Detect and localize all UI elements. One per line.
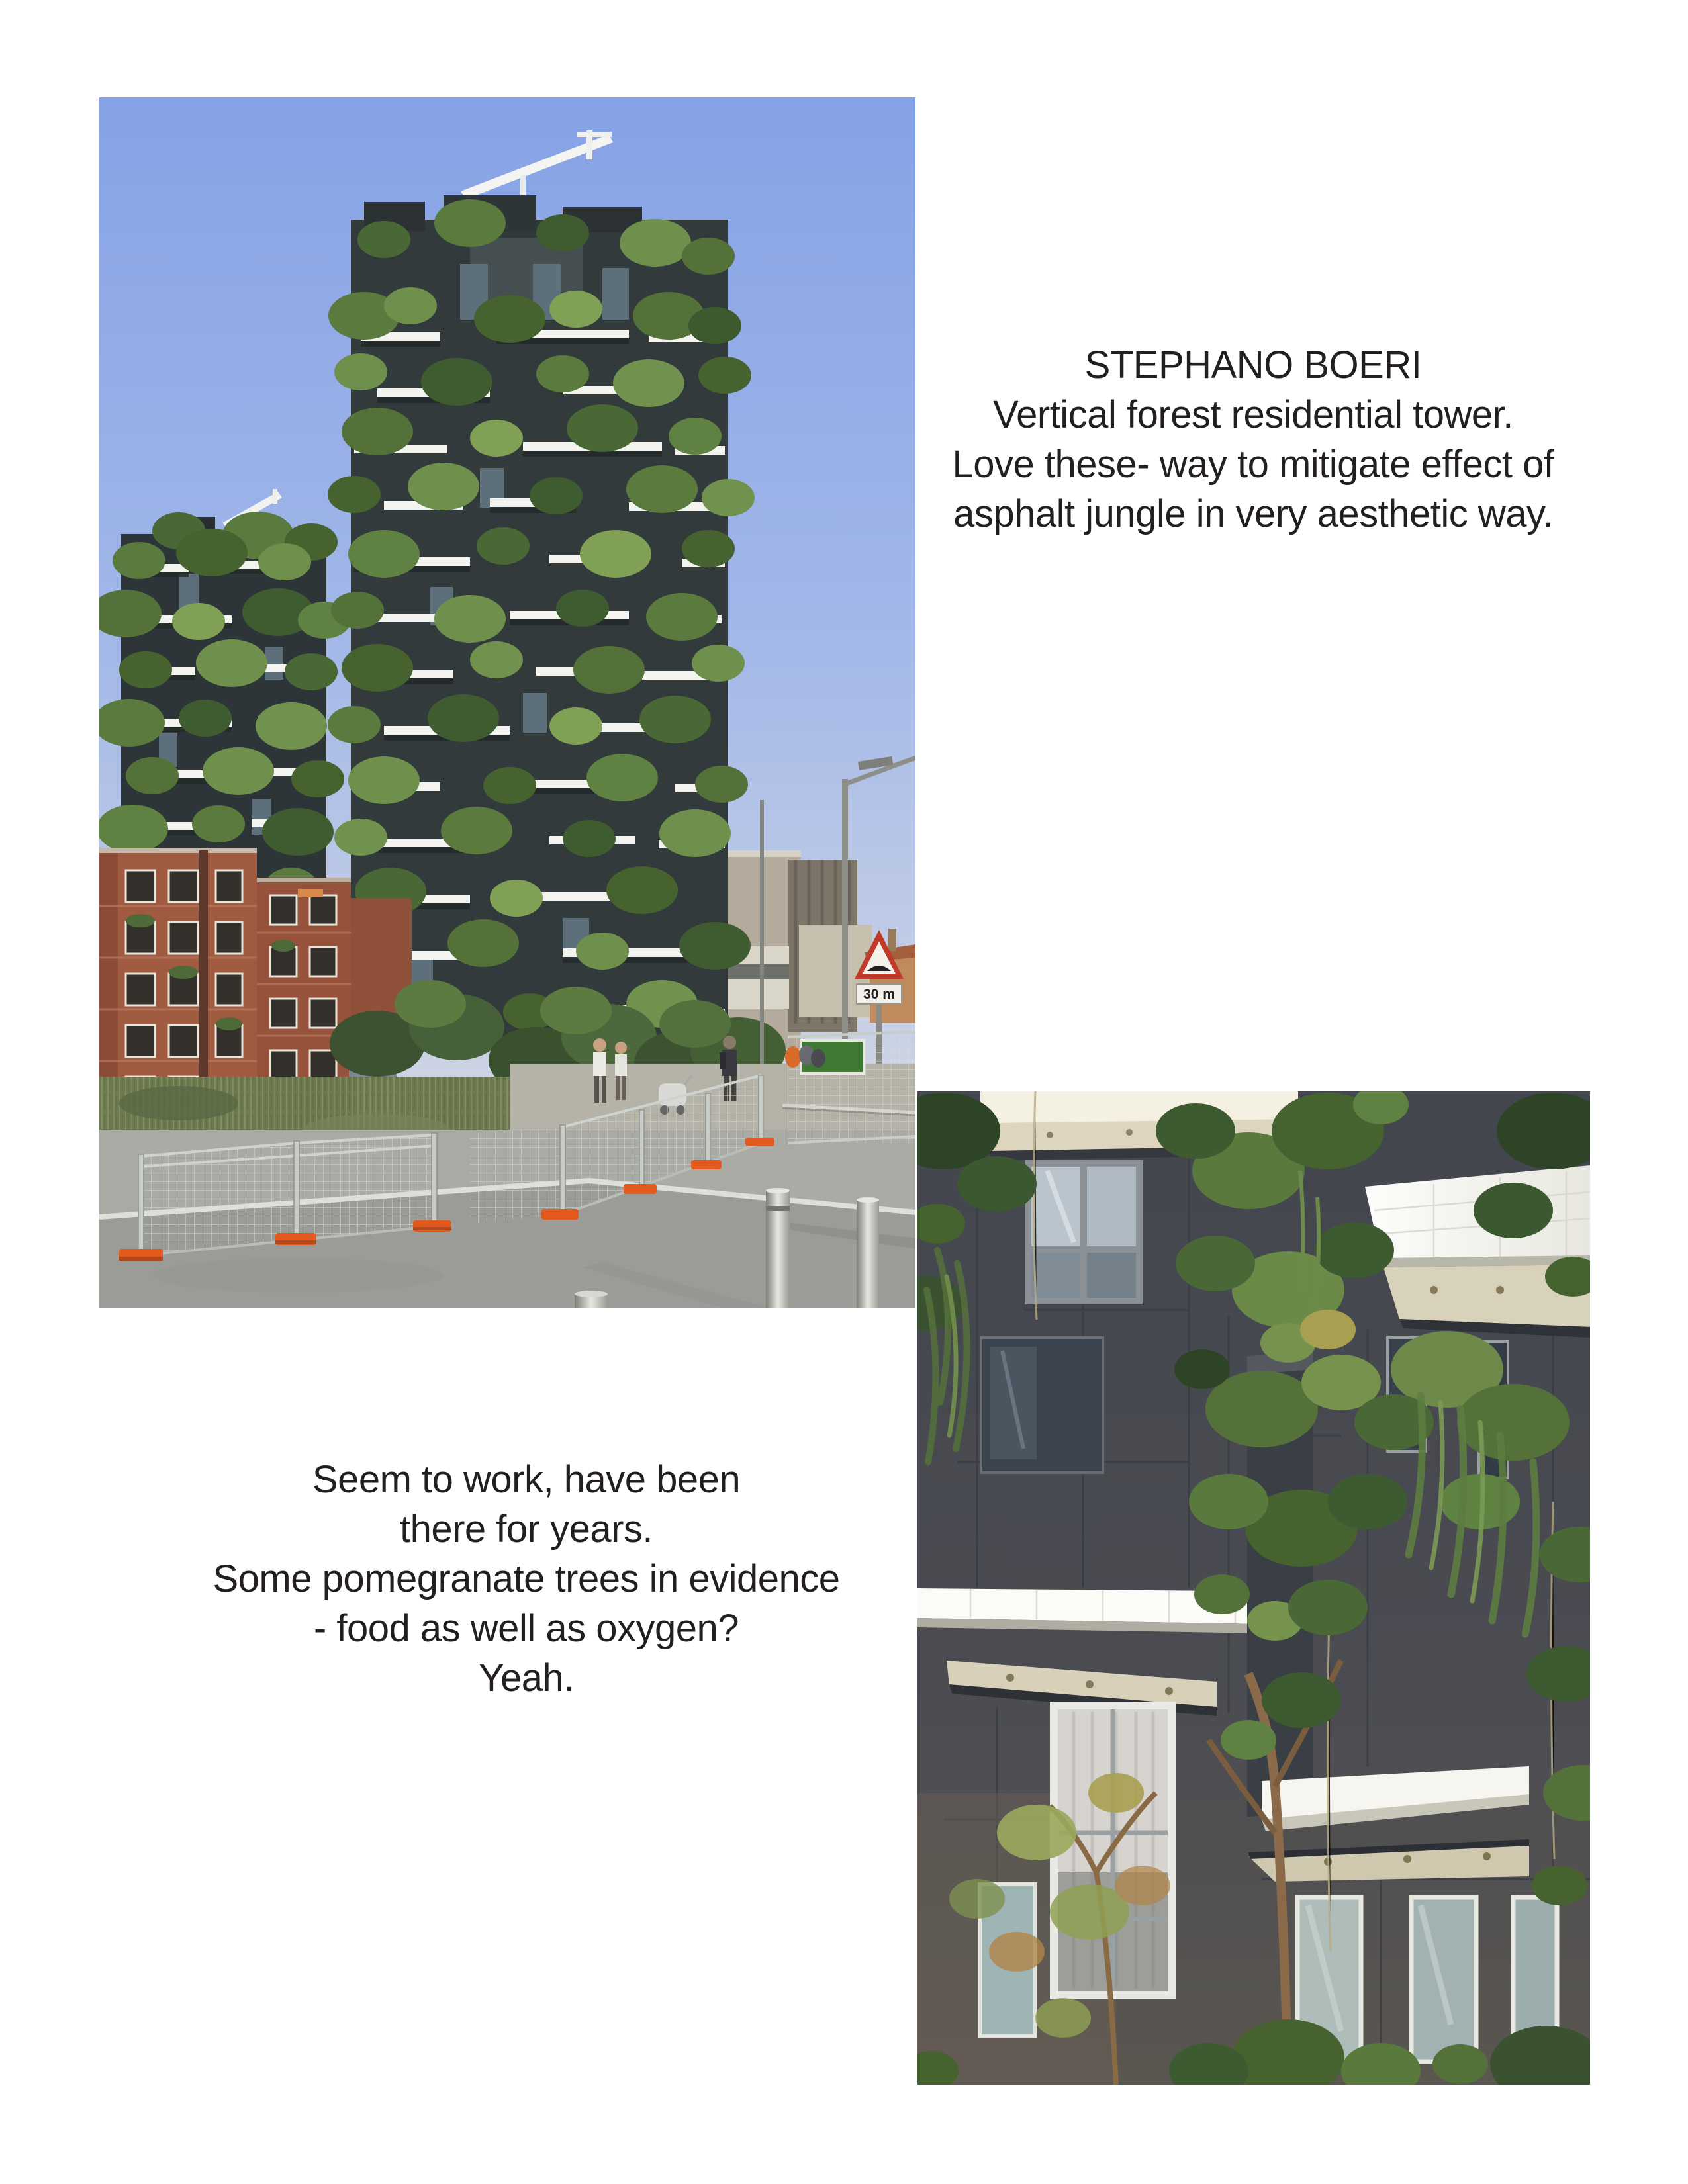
window-top-left [1025, 1160, 1143, 1304]
caption-boeri-line-1: STEPHANO BOERI [1084, 343, 1422, 387]
caption-boeri-line-2: Vertical forest residential tower. [993, 393, 1513, 436]
caption-observation [165, 1455, 887, 1703]
caption-observation-line-2: there for years. [399, 1508, 653, 1551]
caption-observation-line-1: Seem to work, have been [312, 1458, 741, 1501]
road-sign-distance-label: 30 m [863, 987, 895, 1002]
sunlit-balcony-slab-top-right [1365, 1165, 1590, 1338]
caption-boeri-line-3: Love these- way to mitigate effect of [952, 443, 1554, 486]
photo-vertical-forest-facade-closeup [917, 1091, 1590, 2085]
caption-observation-line-5: Yeah. [479, 1657, 574, 1700]
caption-observation-line-4: - food as well as oxygen? [314, 1607, 739, 1650]
caption-boeri-line-4: asphalt jungle in very aesthetic way. [953, 492, 1553, 535]
caption-boeri [922, 340, 1584, 539]
caption-observation-line-3: Some pomegranate trees in evidence [212, 1557, 840, 1600]
photo-vertical-forest-towers [99, 97, 915, 1308]
window-mid-left [981, 1338, 1103, 1473]
